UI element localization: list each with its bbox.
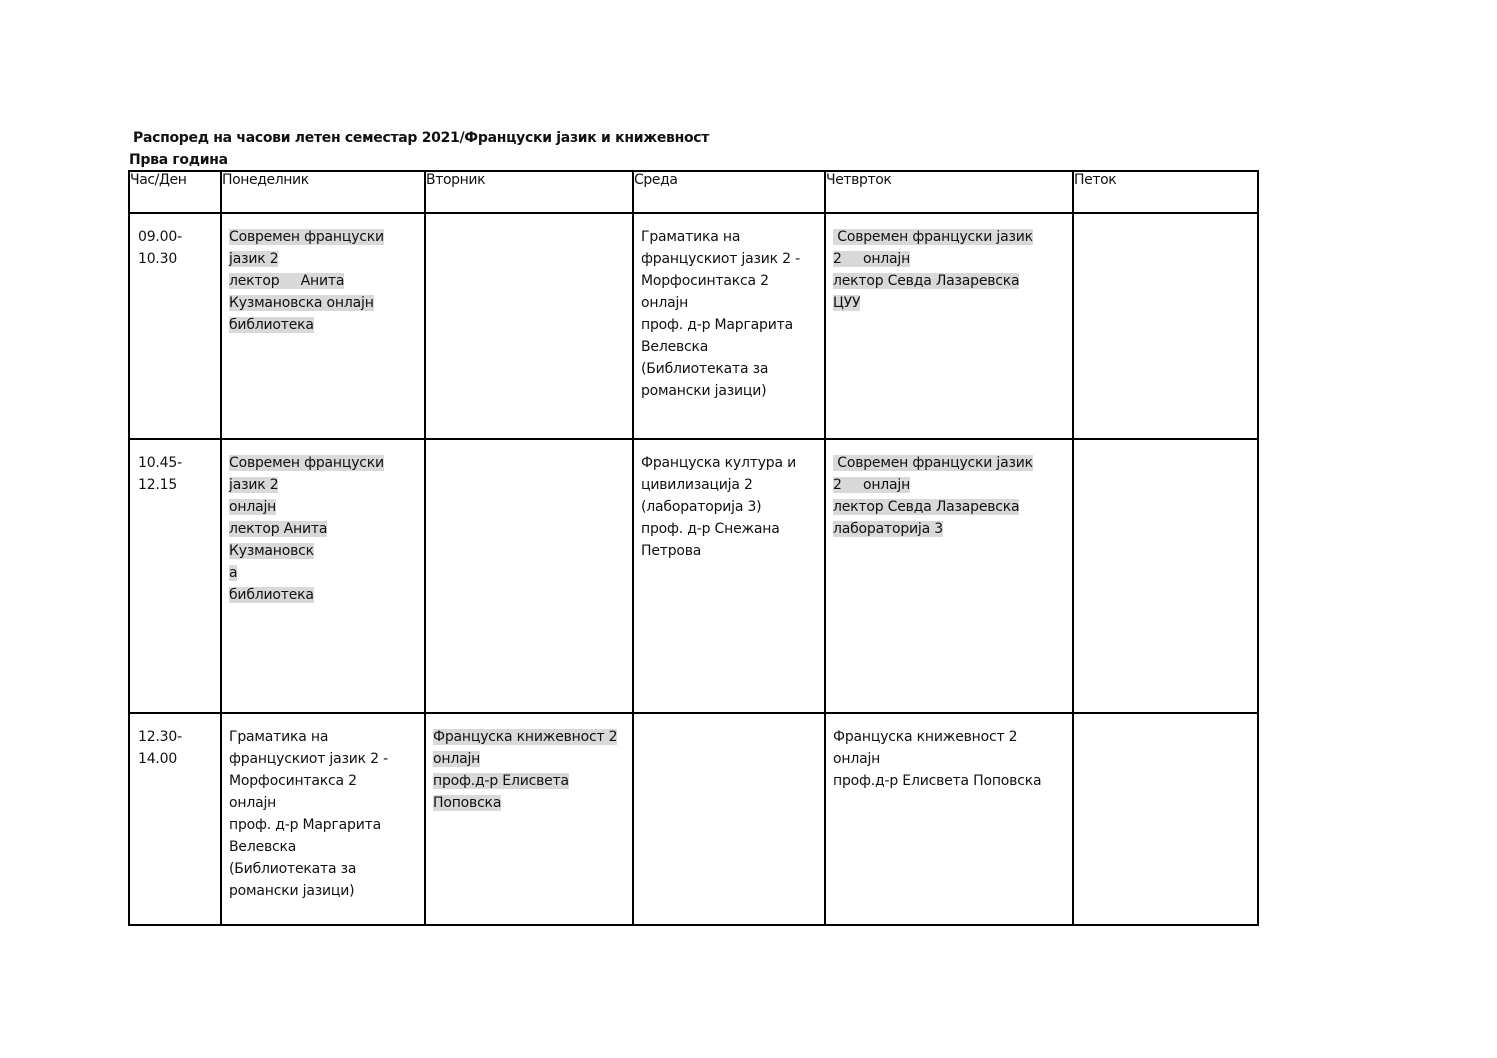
time-line: 14.00: [138, 751, 178, 767]
column-header-2: Вторник: [425, 171, 633, 213]
class-text-line: ЦУУ: [833, 295, 861, 311]
column-header-0: Час/Ден: [129, 171, 221, 213]
class-text-line: онлајн: [641, 295, 689, 311]
class-text-line: Граматика на: [229, 729, 329, 745]
class-text-line: Кузмановск: [229, 543, 314, 559]
class-text-line: онлајн: [833, 751, 881, 767]
class-cell-Петок: [1073, 213, 1258, 439]
time-line: 10.30: [138, 251, 178, 267]
time-line: 12.30-: [138, 729, 182, 745]
class-text-line: лектор Севда Лазаревска: [833, 273, 1020, 289]
class-cell-Среда: [633, 213, 825, 439]
time-slot: [129, 713, 221, 925]
time-slot: [129, 439, 221, 713]
class-text-line: проф. д-р Маргарита: [229, 817, 381, 833]
class-cell-Четврток: [825, 439, 1073, 713]
class-cell-Среда: [633, 713, 825, 925]
class-text-line: а: [229, 565, 238, 581]
class-text-line: Поповска: [433, 795, 502, 811]
class-text-line: Петрова: [641, 543, 702, 559]
class-cell-Вторник: [425, 439, 633, 713]
class-text-line: онлајн: [229, 795, 277, 811]
document-title: Распоред на часови летен семестар 2021/Француски јазик и книжевност: [133, 130, 710, 146]
class-cell-Петок: [1073, 439, 1258, 713]
class-text-line: лектор Анита: [229, 273, 345, 289]
class-text-line: (Библиотеката за: [229, 861, 357, 877]
class-cell-Понеделник: [221, 713, 425, 925]
class-text-line: (лабораторија 3): [641, 499, 762, 515]
class-cell-Четврток: [825, 713, 1073, 925]
class-text-line: Современ француски: [229, 455, 384, 471]
class-cell-Понеделник: [221, 213, 425, 439]
document-subtitle: Прва година: [129, 152, 228, 168]
class-text-line: францускиот јазик 2 -: [229, 751, 388, 767]
class-text-line: романски јазици): [641, 383, 767, 399]
column-header-5: Петок: [1073, 171, 1258, 213]
class-text-line: Граматика на: [641, 229, 741, 245]
class-text-line: лектор Севда Лазаревска: [833, 499, 1020, 515]
class-text-line: (Библиотеката за: [641, 361, 769, 377]
class-text-line: проф. д-р Снежана: [641, 521, 780, 537]
class-text-line: проф.д-р Елисвета Поповска: [833, 773, 1042, 789]
time-line: 10.45-: [138, 455, 182, 471]
class-text-line: библиотека: [229, 317, 314, 333]
class-text-line: романски јазици): [229, 883, 355, 899]
class-text-line: Современ француски: [229, 229, 384, 245]
class-text-line: проф. д-р Маргарита: [641, 317, 793, 333]
class-text-line: Кузмановска онлајн: [229, 295, 374, 311]
class-text-line: јазик 2: [229, 251, 279, 267]
class-text-line: онлајн: [433, 751, 481, 767]
class-text-line: Современ француски јазик: [833, 229, 1033, 245]
class-text-line: јазик 2: [229, 477, 279, 493]
column-header-3: Среда: [633, 171, 825, 213]
column-header-4: Четврток: [825, 171, 1073, 213]
class-text-line: францускиот јазик 2 -: [641, 251, 800, 267]
class-text-line: Морфосинтакса 2: [641, 273, 769, 289]
time-slot: [129, 213, 221, 439]
column-header-1: Понеделник: [221, 171, 425, 213]
class-text-line: Велевска: [641, 339, 709, 355]
class-cell-Понеделник: [221, 439, 425, 713]
class-cell-Вторник: [425, 213, 633, 439]
class-text-line: Француска култура и: [641, 455, 797, 471]
schedule-row: [129, 713, 1258, 925]
class-cell-Среда: [633, 439, 825, 713]
class-text-line: библиотека: [229, 587, 314, 603]
class-text-line: Современ француски јазик: [833, 455, 1033, 471]
schedule-table: [128, 170, 1259, 926]
class-text-line: лабораторија 3: [833, 521, 943, 537]
time-line: 12.15: [138, 477, 178, 493]
class-cell-Вторник: [425, 713, 633, 925]
class-text-line: цивилизација 2: [641, 477, 753, 493]
class-text-line: 2 онлајн: [833, 251, 911, 267]
class-text-line: Француска книжевност 2: [833, 729, 1018, 745]
class-text-line: онлајн: [229, 499, 277, 515]
time-line: 09.00-: [138, 229, 182, 245]
class-cell-Петок: [1073, 713, 1258, 925]
class-text-line: Велевска: [229, 839, 297, 855]
class-text-line: Морфосинтакса 2: [229, 773, 357, 789]
schedule-row: [129, 213, 1258, 439]
class-text-line: лектор Анита: [229, 521, 328, 537]
header-row: [129, 171, 1258, 213]
class-text-line: Француска книжевност 2: [433, 729, 618, 745]
class-cell-Четврток: [825, 213, 1073, 439]
schedule-row: [129, 439, 1258, 713]
class-text-line: проф.д-р Елисвета: [433, 773, 569, 789]
class-text-line: 2 онлајн: [833, 477, 911, 493]
